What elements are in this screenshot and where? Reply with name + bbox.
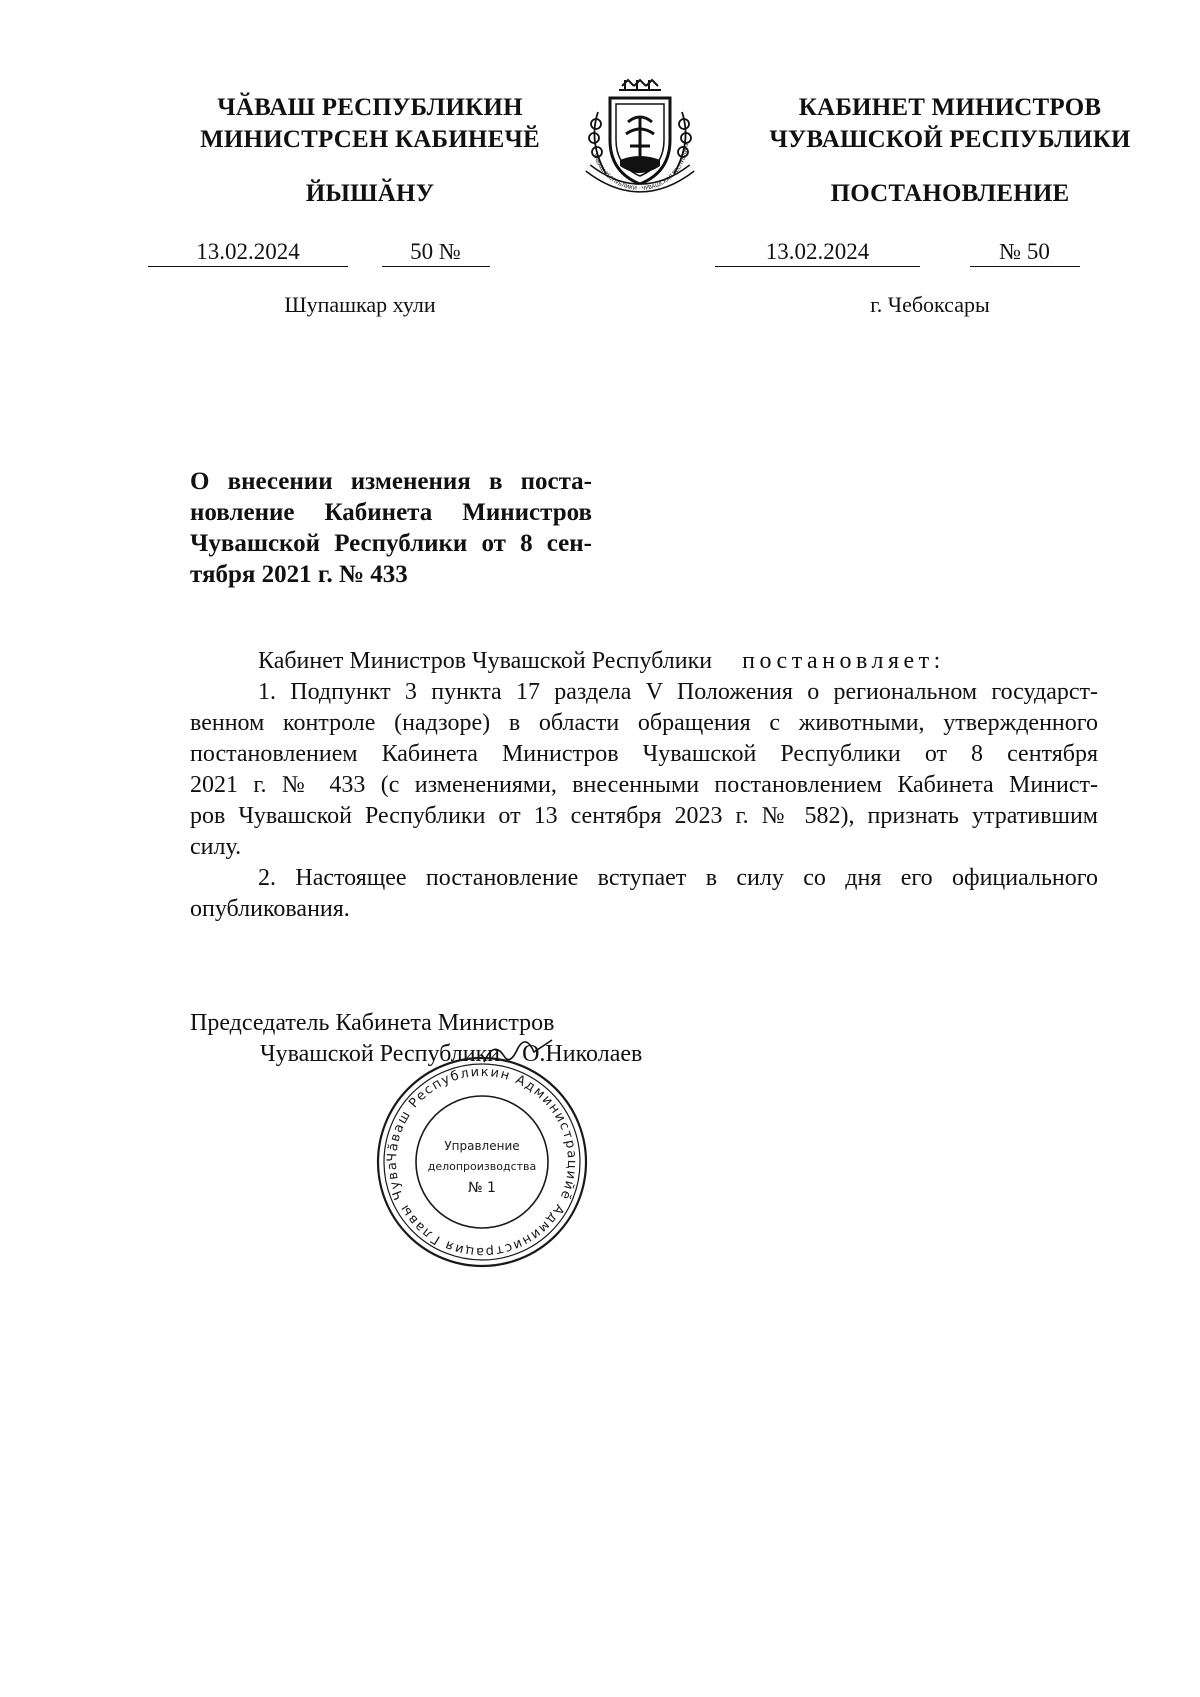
header-right-doc-type [730, 178, 1170, 210]
signature-title-line2-text: Чувашской Республики [260, 1041, 501, 1067]
subject-line: Чувашской Республики от 8 сен- [190, 530, 592, 557]
paragraph-line: постановлением Кабинета Министров Чувашской Республики от 8 сентября [190, 741, 1098, 767]
body-intro [190, 646, 1098, 677]
document-subject [190, 466, 592, 590]
body-intro-text: Кабинет Министров Чувашской Республики [258, 648, 713, 674]
header-left-org [150, 92, 590, 156]
left-date: 13.02.2024 [148, 238, 348, 267]
right-city: г. Чебоксары [870, 292, 990, 317]
header-left-doc-type-text: ЙЫШӐНУ [305, 180, 435, 207]
body-intro-action: постановляет: [742, 648, 945, 674]
paragraph-2 [190, 863, 1098, 925]
paragraph-line: 2. Настоящее постановление вступает в силу со дня его официального [258, 865, 1098, 891]
emblem-ribbon-text: ЧӐВАШ РЕСПУБЛИКИ · ЧУВАШСКАЯ РЕСПУБЛИКА [591, 141, 691, 193]
paragraph-1 [190, 677, 1098, 863]
header-right-line1: КАБИНЕТ МИНИСТРОВ [798, 94, 1102, 121]
paragraph-line: силу. [190, 834, 242, 860]
stamp-center-line2: делопроизводства [427, 1160, 537, 1173]
stamp-ring-text: Чӑваш Республикин Администрацийӗ Администрация Главы Чува [384, 1064, 580, 1260]
paragraph-line: венном контроле (надзоре) в области обращения с животными, утвержденного [190, 710, 1098, 736]
official-stamp-icon [372, 1052, 592, 1272]
left-number: 50 № [382, 238, 490, 267]
right-date: 13.02.2024 [715, 238, 920, 267]
chuvash-coat-of-arms-icon [570, 72, 710, 212]
header-left-doc-type [150, 178, 590, 210]
stamp-center-line3: № 1 [468, 1180, 496, 1196]
paragraph-line: 2021 г. № 433 (с изменениями, внесенными постановлением Кабинета Минист- [190, 772, 1098, 798]
subject-line: О внесении изменения в поста- [190, 468, 592, 495]
paragraph-line: ров Чувашской Республики от 13 сентября 2023 г. № 582), признать утратившим [190, 803, 1098, 829]
header-right-org [730, 92, 1170, 156]
right-date-line [715, 238, 1080, 267]
signatory-name: О.Николаев [522, 1041, 643, 1067]
header-left-line2: МИНИСТРСЕН КАБИНЕЧӖ [200, 126, 540, 153]
left-city: Шупашкар хули [284, 292, 436, 317]
document-body [190, 646, 1098, 925]
left-date-line [148, 238, 490, 267]
subject-line: тября 2021 г. № 433 [190, 561, 408, 588]
paragraph-line: 1. Подпункт 3 пункта 17 раздела V Положения о региональном государст- [258, 679, 1098, 705]
right-number: № 50 [970, 238, 1080, 267]
stamp-center-line1: Управление [444, 1139, 520, 1153]
header-right-doc-type-text: ПОСТАНОВЛЕНИЕ [830, 180, 1070, 207]
signature-title-line1: Председатель Кабинета Министров [190, 1010, 555, 1036]
paragraph-line: опубликования. [190, 896, 350, 922]
header-right-line2: ЧУВАШСКОЙ РЕСПУБЛИКИ [769, 126, 1131, 153]
subject-line: новление Кабинета Министров [190, 499, 592, 526]
header-left-line1: ЧӐВАШ РЕСПУБЛИКИН [217, 94, 523, 121]
